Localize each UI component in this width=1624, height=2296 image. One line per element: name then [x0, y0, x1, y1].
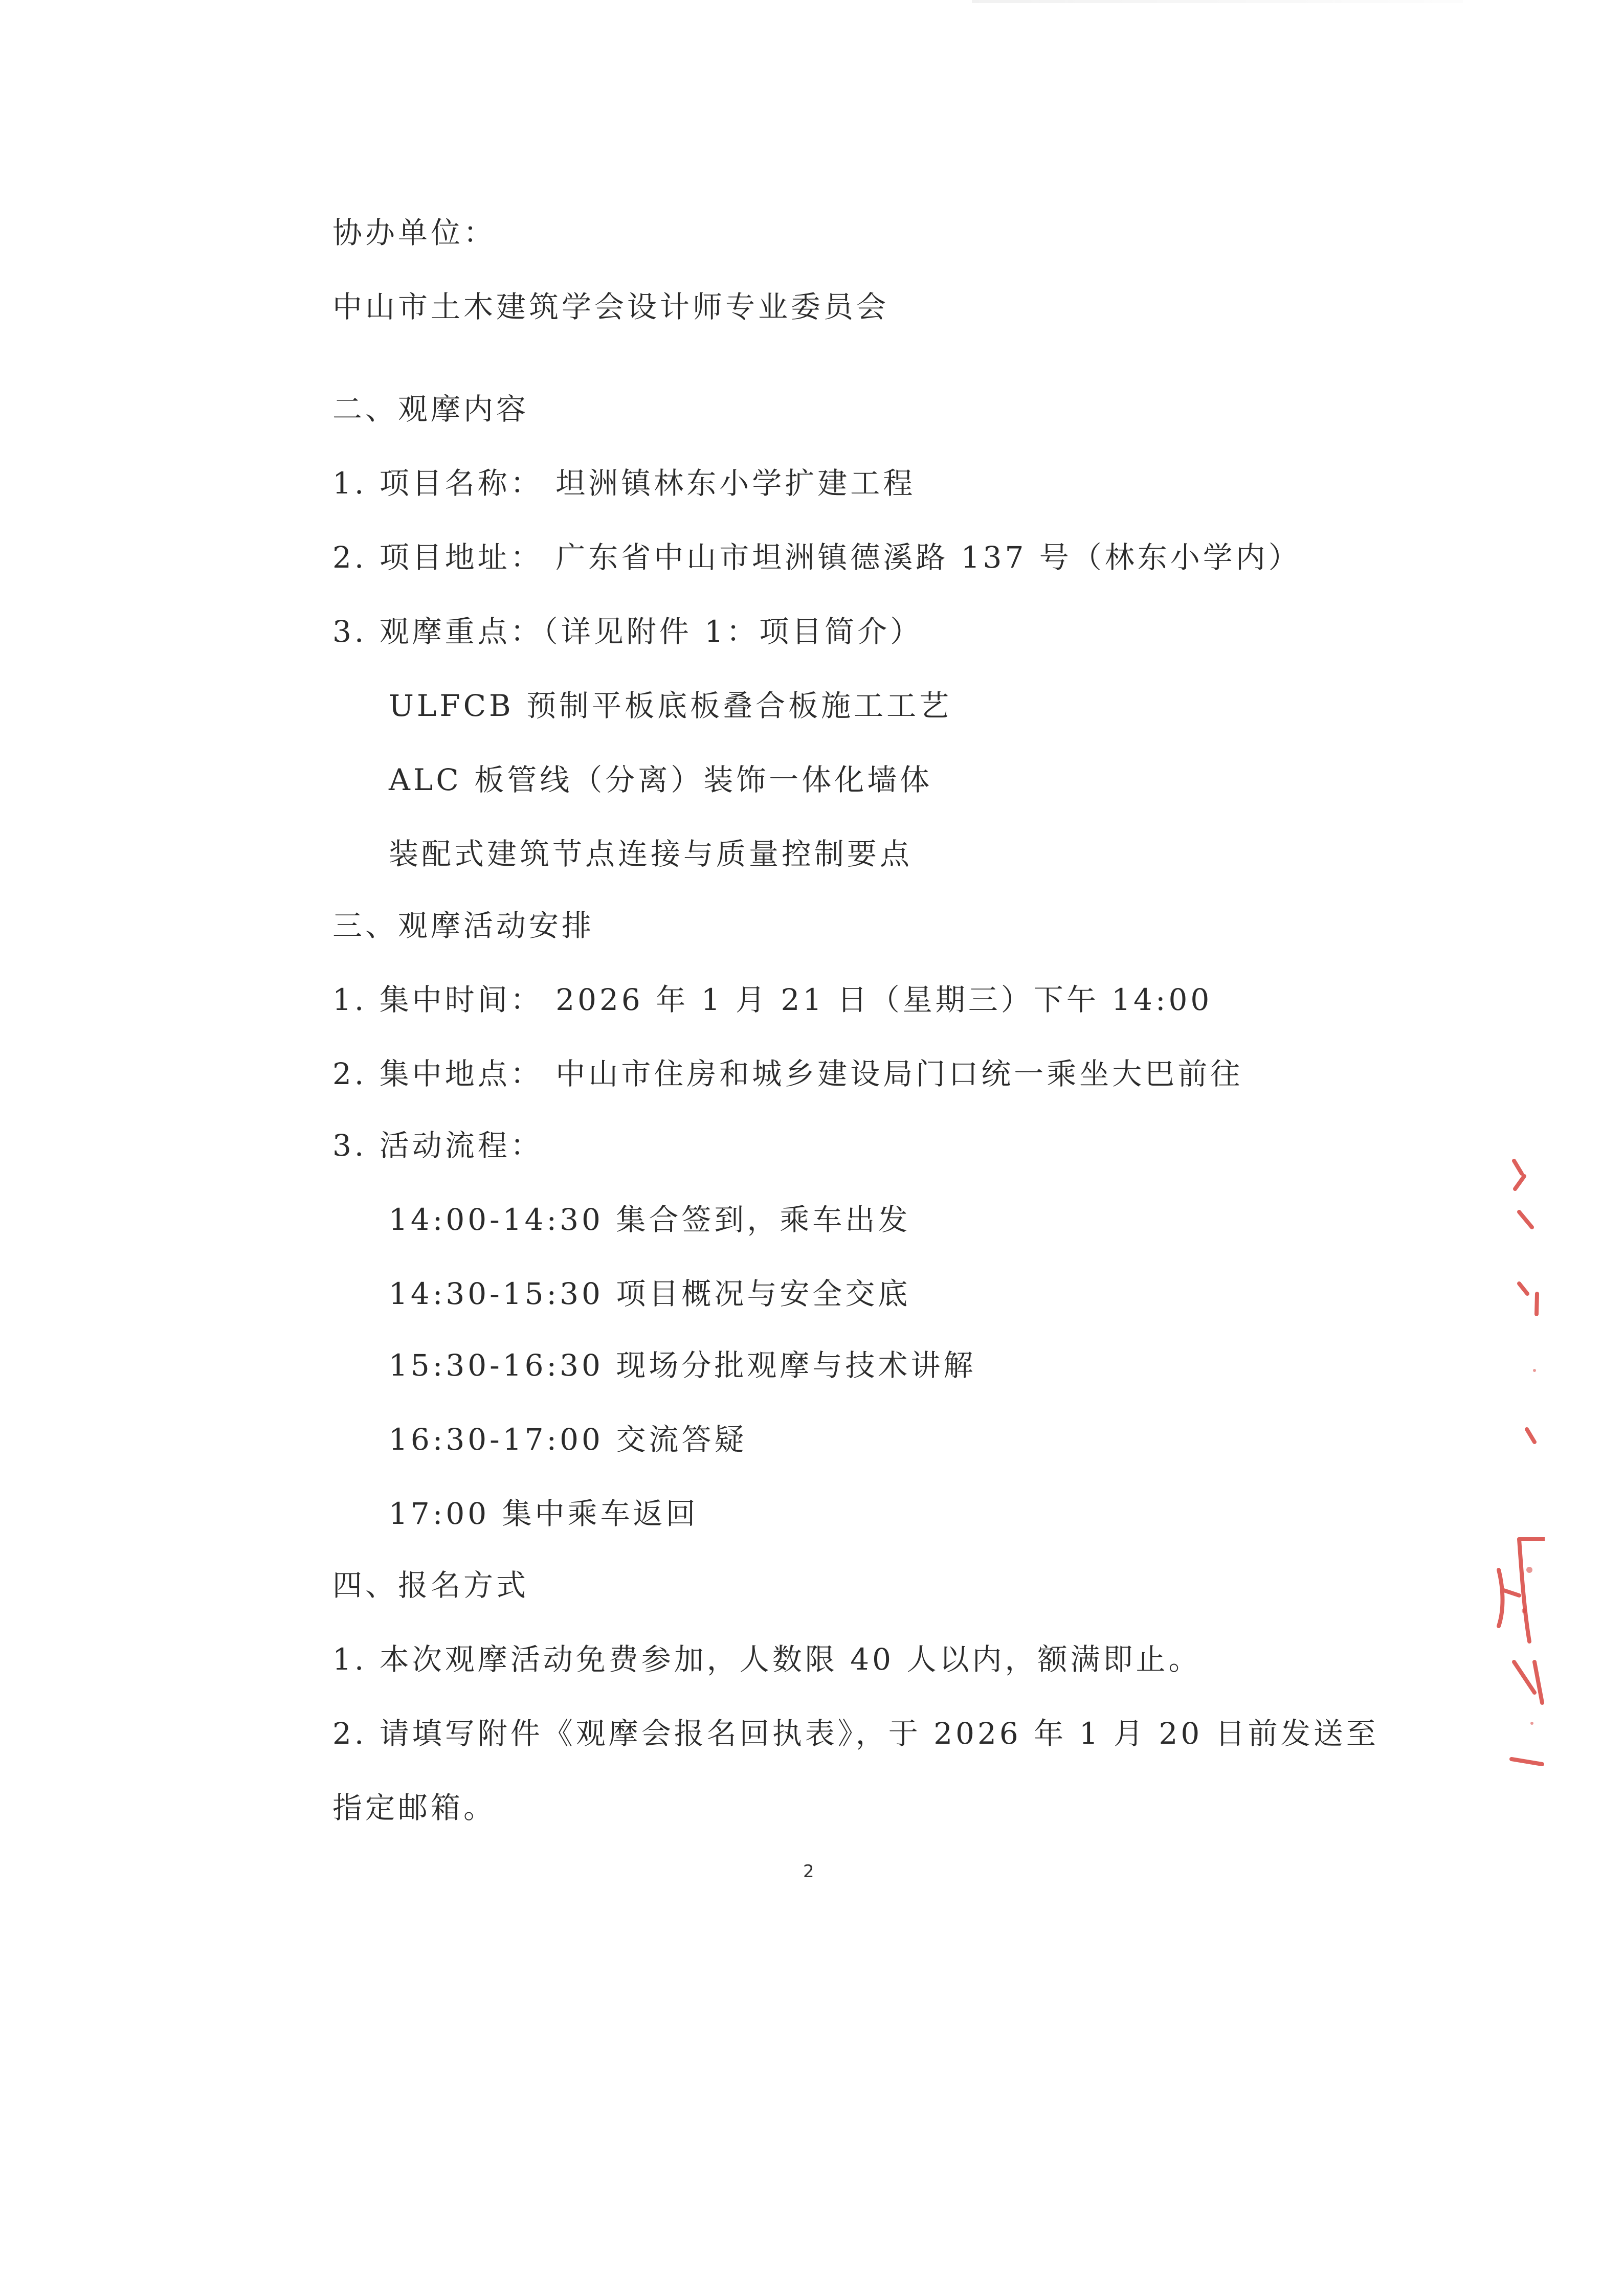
- focus-point-3: 装配式建筑节点连接与质量控制要点: [389, 837, 913, 871]
- project-address: 2. 项目地址： 广东省中山市坦洲镇德溪路 137 号（林东小学内）: [332, 540, 1301, 575]
- official-seal-icon: [1483, 1151, 1545, 1815]
- focus-point-2: ALC 板管线（分离）装饰一体化墙体: [389, 762, 933, 797]
- registration-item-2-continued: 指定邮箱。: [332, 1790, 497, 1825]
- schedule-item-1: 14:00-14:30 集合签到，乘车出发: [389, 1202, 911, 1237]
- section-3-heading: 三、观摩活动安排: [332, 908, 595, 943]
- focus-point-1: ULFCB 预制平板底板叠合板施工工艺: [389, 688, 952, 723]
- schedule-item-4: 16:30-17:00 交流答疑: [389, 1422, 747, 1457]
- section-4-heading: 四、报名方式: [332, 1568, 529, 1603]
- registration-item-1: 1. 本次观摩活动免费参加，人数限 40 人以内，额满即止。: [332, 1642, 1202, 1677]
- schedule-item-3: 15:30-16:30 现场分批观摩与技术讲解: [389, 1348, 976, 1383]
- focus-points-heading: 3. 观摩重点：（详见附件 1：项目简介）: [332, 614, 923, 649]
- scan-header-trace: [972, 0, 1463, 3]
- project-name: 1. 项目名称： 坦洲镇林东小学扩建工程: [332, 466, 916, 501]
- gathering-place: 2. 集中地点： 中山市住房和城乡建设局门口统一乘坐大巴前往: [332, 1056, 1243, 1091]
- gathering-time: 1. 集中时间： 2026 年 1 月 21 日（星期三）下午 14:00: [332, 982, 1213, 1017]
- co-organizer-name: 中山市土木建筑学会设计师专业委员会: [332, 289, 889, 324]
- registration-item-2: 2. 请填写附件《观摩会报名回执表》，于 2026 年 1 月 20 日前发送至: [332, 1716, 1379, 1751]
- schedule-heading: 3. 活动流程：: [332, 1128, 543, 1163]
- page-number: 2: [803, 1861, 814, 1882]
- section-2-heading: 二、观摩内容: [332, 392, 529, 426]
- co-organizer-heading: 协办单位：: [332, 215, 497, 250]
- schedule-item-2: 14:30-15:30 项目概况与安全交底: [389, 1276, 911, 1311]
- schedule-item-5: 17:00 集中乘车返回: [389, 1496, 699, 1531]
